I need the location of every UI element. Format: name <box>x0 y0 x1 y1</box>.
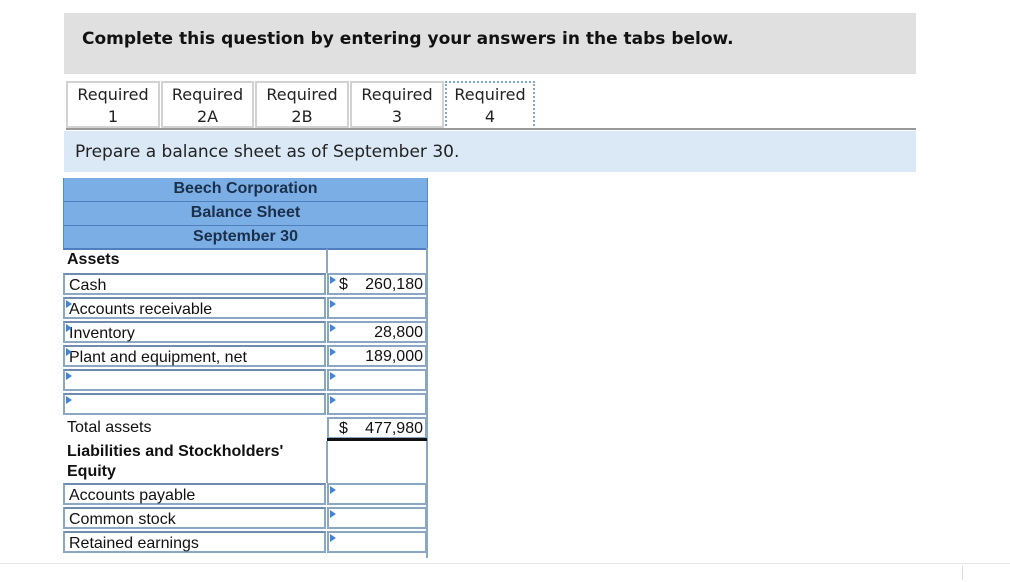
tab-number: 3 <box>391 107 403 126</box>
question-header-text: Complete this question by entering your answers in the tabs below. <box>82 29 734 49</box>
column-divider <box>326 249 328 273</box>
tab-number: 4 <box>484 107 496 126</box>
amount-value: 477,980 <box>365 420 423 437</box>
tab-label: Required <box>77 85 149 104</box>
amount-input[interactable] <box>327 531 427 553</box>
tab-required-3[interactable] <box>350 81 444 128</box>
dropdown-indicator-icon <box>330 534 336 542</box>
dropdown-indicator-icon <box>330 372 336 380</box>
liabilities-heading: Liabilities and Stockholders' <box>67 443 284 460</box>
dropdown-indicator-icon <box>330 510 336 518</box>
tab-number: 2B <box>291 107 313 126</box>
row-label-input[interactable] <box>63 297 326 319</box>
dropdown-indicator-icon <box>66 348 72 356</box>
tab-label: Required <box>454 85 526 104</box>
tab-label: Required <box>266 85 338 104</box>
scroll-marker <box>962 566 963 580</box>
dropdown-indicator-icon <box>66 324 72 332</box>
row-label-input[interactable] <box>63 321 326 343</box>
row-label: Accounts payable <box>69 487 196 504</box>
dropdown-indicator-icon <box>330 324 336 332</box>
amount-input[interactable] <box>327 321 427 343</box>
amount-value: 260,180 <box>365 276 423 293</box>
tab-required-2a[interactable] <box>161 81 254 128</box>
row-label-input[interactable] <box>63 531 326 553</box>
tab-required-2b[interactable] <box>255 81 349 128</box>
instruction-banner <box>64 131 916 172</box>
statement-date: September 30 <box>63 226 428 250</box>
amount-value: 189,000 <box>365 348 423 365</box>
amount-value: 28,800 <box>374 324 423 341</box>
page-bottom-divider <box>0 563 1010 564</box>
row-label: Common stock <box>69 511 176 528</box>
tab-number: 1 <box>107 107 119 126</box>
row-label: Cash <box>69 277 107 294</box>
tab-label: Required <box>361 85 433 104</box>
row-label: Accounts receivable <box>69 301 213 318</box>
row-label: Plant and equipment, net <box>69 349 247 366</box>
amount-input[interactable] <box>327 297 427 319</box>
amount-input[interactable] <box>327 483 427 505</box>
tab-required-4[interactable] <box>445 81 535 130</box>
double-underline <box>327 438 427 441</box>
dropdown-indicator-icon <box>330 486 336 494</box>
amount-input[interactable] <box>327 393 427 415</box>
amount-input[interactable] <box>327 369 427 391</box>
dollar-sign: $ <box>339 276 348 293</box>
liabilities-heading-cont: Equity <box>67 463 116 480</box>
tab-label: Required <box>171 85 244 104</box>
column-divider <box>326 441 328 483</box>
tab-required-1[interactable] <box>66 81 160 128</box>
dropdown-indicator-icon <box>330 300 336 308</box>
dropdown-indicator-icon <box>66 300 72 308</box>
question-header <box>64 13 916 74</box>
total-assets-label: Total assets <box>67 419 152 436</box>
dropdown-indicator-icon <box>66 396 72 404</box>
row-label: Inventory <box>69 325 135 342</box>
dropdown-indicator-icon <box>330 396 336 404</box>
tab-divider <box>66 128 916 130</box>
amount-input[interactable] <box>327 345 427 367</box>
row-label-input[interactable] <box>63 507 326 529</box>
tab-number: 2A <box>196 107 219 126</box>
dropdown-indicator-icon <box>330 348 336 356</box>
instruction-text: Prepare a balance sheet as of September 30. <box>75 142 460 162</box>
dropdown-indicator-icon <box>66 372 72 380</box>
assets-heading: Assets <box>67 251 120 268</box>
amount-input[interactable] <box>327 273 427 295</box>
row-label: Retained earnings <box>69 535 199 552</box>
statement-name: Balance Sheet <box>63 202 428 226</box>
company-name: Beech Corporation <box>63 178 428 202</box>
dollar-sign: $ <box>339 420 348 437</box>
amount-input[interactable] <box>327 507 427 529</box>
total-assets-value <box>327 417 427 439</box>
row-label-input[interactable] <box>63 273 326 295</box>
row-label-input[interactable] <box>63 393 326 415</box>
dropdown-indicator-icon <box>330 276 336 284</box>
row-label-input[interactable] <box>63 345 326 367</box>
row-label-input[interactable] <box>63 369 326 391</box>
row-label-input[interactable] <box>63 483 326 505</box>
